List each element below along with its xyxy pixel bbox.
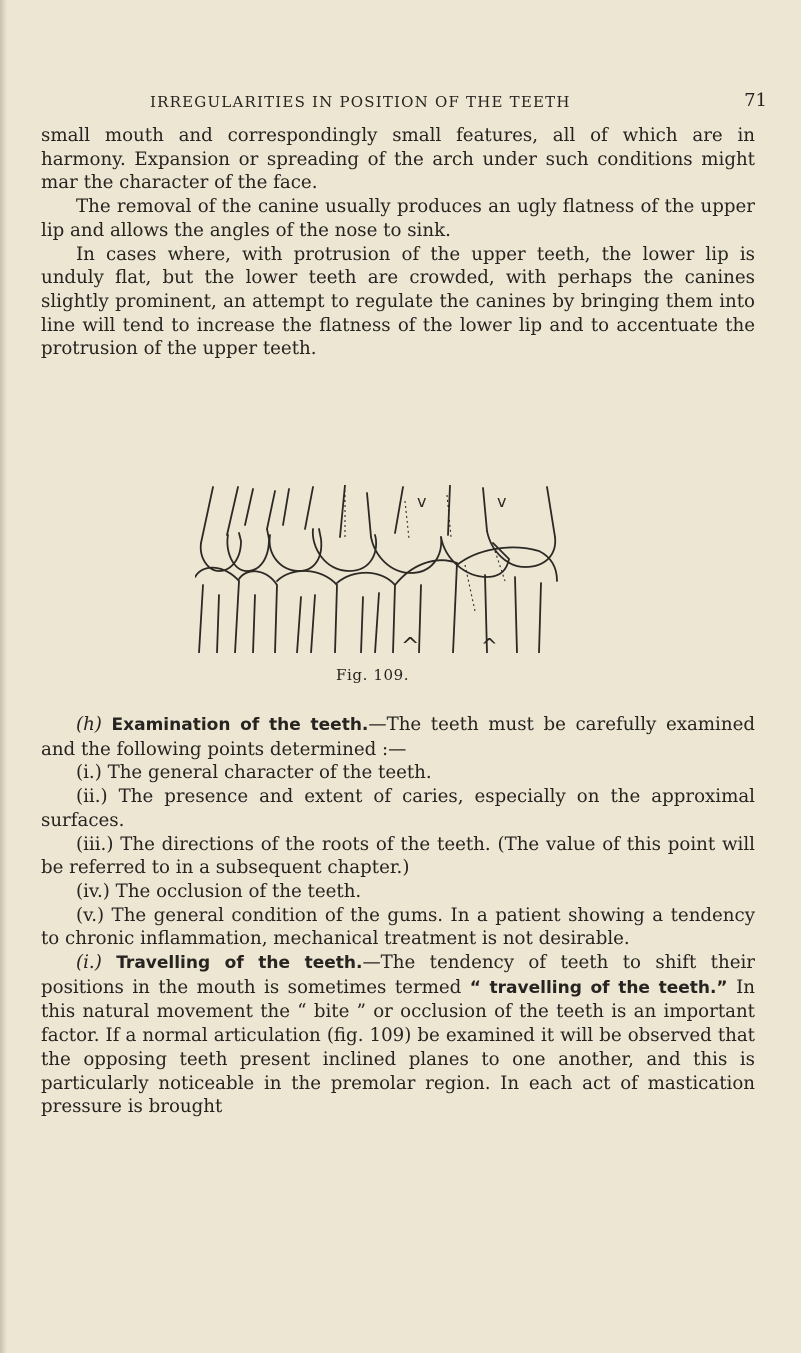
section-h-intro: —The teeth must be carefully examined and the following points determined :—	[41, 714, 755, 760]
point-ii: (ii.) The presence and extent of caries, especially on the approximal surfaces.	[41, 786, 755, 831]
lower-crown	[277, 571, 337, 653]
upper-cusp-mark: v	[417, 492, 427, 511]
running-head	[40, 90, 767, 118]
page-number: 71	[744, 90, 767, 111]
section-i-letter: (i.)	[76, 952, 102, 974]
figure-caption: Fig. 109.	[336, 666, 410, 684]
lower-cusp-mark: ^	[481, 634, 498, 653]
upper-cusp-mark: v	[497, 492, 507, 511]
point-iii: (iii.) The directions of the roots of the teeth. (The value of this point will be referred to in a subsequent chapter.)	[41, 833, 755, 879]
section-h-heading: Examination of the teeth.	[111, 715, 369, 735]
upper-crown	[227, 529, 269, 571]
section-i-term: “ travelling of the teeth.”	[469, 977, 728, 998]
section-i-text-2: In this natural movement the “ bite ” or occlusion of the teeth is an important factor. If a normal articulation (fig. 109) be examined it will be observed that the opposing teeth present inclined planes to one another, and this is particularly noticeable in the premolar region. In each act of mastication pressure is brought	[41, 976, 755, 1118]
paragraph-continued: small mouth and correspondingly small features, all of which are in harmony. Expansion or spreading of the arch under such conditions might mar the character of the face.	[41, 125, 755, 194]
section-h-letter: (h)	[76, 714, 102, 735]
lower-cusp-mark: ^	[401, 634, 420, 653]
section-i-paragraph	[41, 951, 755, 1119]
body-text-top	[41, 124, 755, 361]
section-i-heading: Travelling of the teeth.	[116, 953, 363, 974]
point-i: (i.) The general character of the teeth.	[76, 762, 432, 784]
body-text-bottom	[41, 713, 755, 1119]
lower-crown	[337, 573, 395, 653]
section-i-text-1: —The tendency of teeth to shift their positions in the mouth is sometimes termed	[41, 952, 755, 998]
point-iv: (iv.) The occlusion of the teeth.	[76, 880, 362, 902]
lower-crown	[239, 571, 277, 653]
paragraph-canine-removal: The removal of the canine usually produces an ugly flatness of the upper lip and allows the angles of the nose to sink.	[41, 196, 755, 241]
point-v: (v.) The general condition of the gums. In a patient showing a tendency to chronic inflammation, mechanical treatment is not desirable.	[41, 904, 755, 950]
paragraph-protrusion-cases: In cases where, with protrusion of the upper teeth, the lower lip is unduly flat, but the lower teeth are crowded, with perhaps the canines slightly prominent, an attempt to regulate the canines by bringing them into line will tend to increase the flatness of the lower lip and to accentuate the protrusion of the upper teeth.	[41, 243, 755, 360]
teeth-occlusion-figure	[195, 485, 560, 653]
upper-crown-canine	[441, 537, 509, 577]
page-edge-shadow	[0, 0, 7, 1353]
upper-crown	[371, 537, 441, 573]
running-title: IRREGULARITIES IN POSITION OF THE TEETH	[150, 93, 571, 111]
section-h-paragraph	[41, 713, 755, 761]
